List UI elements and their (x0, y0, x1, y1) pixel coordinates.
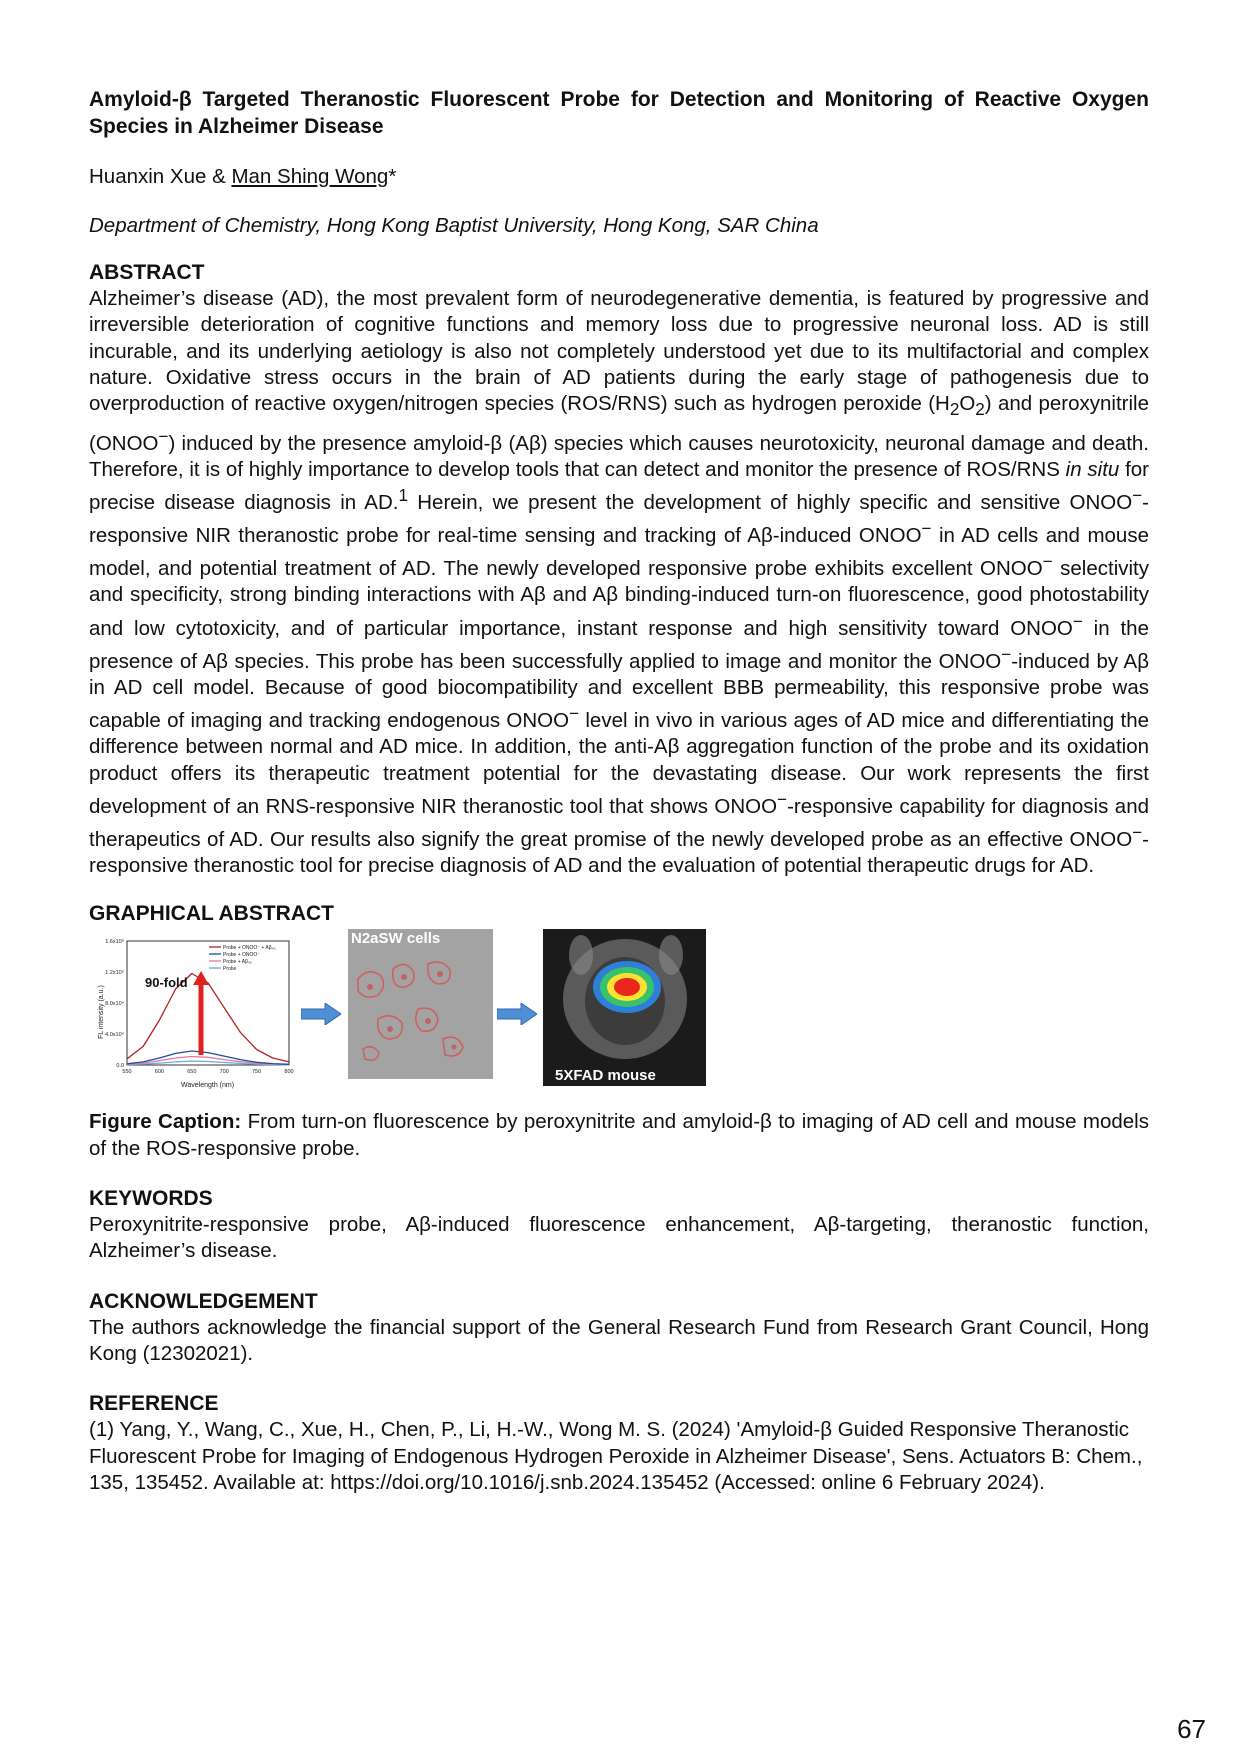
author-line (89, 164, 1149, 190)
fold-label: 90-fold (145, 975, 188, 991)
page-content (89, 86, 1149, 1496)
flow-arrow-1 (301, 1003, 341, 1025)
chart-ytick-label: 1.6x10⁵ (105, 939, 124, 946)
graphical-abstract-heading: GRAPHICAL ABSTRACT (89, 902, 334, 926)
chart-legend-label: Probe + ONOO⁻ + Aβ₄₂ (223, 945, 276, 952)
chart-xlabel: Wavelength (nm) (181, 1082, 235, 1090)
figure-caption-text: From turn-on fluorescence by peroxynitrite and amyloid-β to imaging of AD cell and mouse models of the ROS-responsive probe. (89, 1110, 1149, 1160)
cells-label: N2aSW cells (351, 930, 441, 948)
chart-xtick-label: 550 (122, 1069, 132, 1076)
chart-ytick-label: 4.0x10⁴ (105, 1032, 124, 1039)
chart-xtick-label: 800 (284, 1069, 294, 1076)
author-star: * (388, 165, 397, 188)
abstract-heading: ABSTRACT (89, 261, 205, 284)
chart-ytick-label: 1.2x10⁵ (105, 970, 124, 977)
keywords-heading: KEYWORDS (89, 1187, 213, 1211)
acknowledgement-heading: ACKNOWLEDGEMENT (89, 1289, 318, 1313)
chart-legend-label: Probe (223, 966, 237, 973)
cells-image-panel (348, 929, 493, 1079)
reference-heading: REFERENCE (89, 1392, 219, 1416)
mouse-image (543, 929, 706, 1086)
chart-ytick-label: 8.0x10⁴ (105, 1001, 124, 1008)
figure-caption (89, 1109, 1149, 1162)
cells-image (348, 929, 493, 1079)
author-first: Huanxin Xue & (89, 165, 232, 188)
chart-legend-label: Probe + ONOO⁻ (223, 952, 260, 959)
keywords-text: Peroxynitrite-responsive probe, Aβ-induced fluorescence enhancement, Aβ-targeting, theranostic function, Alzheimer’s disease. (89, 1213, 1149, 1263)
chart-ylabel: FL intensity (a.u.) (98, 985, 105, 1040)
reference-text: (1) Yang, Y., Wang, C., Xue, H., Chen, P., Li, H.-W., Wong M. S. (2024) 'Amyloid-β Guided Responsive Theranostic Fluorescent Probe for Imaging of Endogenous Hydrogen Peroxide in Alzheimer Disease', Sens. Actuators B: Chem., 135, 135452. Available at: https://doi.org/10.1016/j.snb.2024.135452 (Accessed: online 6 February 2024). (89, 1418, 1143, 1494)
figure-caption-label: Figure Caption: (89, 1110, 242, 1134)
mouse-label: 5XFAD mouse (555, 1067, 656, 1085)
flow-arrow-2 (497, 1003, 537, 1025)
mouse-image-panel (543, 929, 706, 1086)
chart-plot-area (127, 941, 289, 1065)
paper-title: Amyloid-β Targeted Theranostic Fluorescent Probe for Detection and Monitoring of Reactive Oxygen Species in Alzheimer Disease (89, 88, 1149, 138)
abstract-body: Alzheimer’s disease (AD), the most prevalent form of neurodegenerative dementia, is featured by progressive and irreversible deterioration of cognitive functions and memory loss due to progressive neuronal loss. AD is still incurable, and its underlying aetiology is also not completely understood yet due to its multifactorial and complex nature. Oxidative stress occurs in the brain of AD patients during the early stage of pathogenesis due to overproduction of reactive oxygen/nitrogen species (ROS/RNS) such as hydrogen peroxide $(H_2O_2)$ and peroxynitrile (ONOO−) induced by the presence amyloid-β (Aβ) species which causes neurotoxicity, neuronal damage and death. Therefore, it is of highly importance to develop tools that can detect and monitor the presence of ROS/RNS in situ for precise disease diagnosis in AD.$^1$ Herein, we present the development of highly specific and sensitive ONOO−-responsive NIR theranostic probe for real-time sensing and tracking of Aβ-induced ONOO− in AD cells and mouse model, and potential treatment of AD. The newly developed responsive probe exhibits excellent ONOO− selectivity and specificity, strong binding interactions with Aβ and Aβ binding-induced turn-on fluorescence, good photostability and low cytotoxicity, and of particular importance, instant response and high sensitivity toward ONOO− in the presence of Aβ species. This probe has been successfully applied to image and monitor the ONOO−-induced by Aβ in AD cell model. Because of good biocompatibility and excellent BBB permeability, this responsive probe was capable of imaging and tracking endogenous ONOO− level in vivo in various ages of AD mice and differentiating the difference between normal and AD mice. In addition, the anti-Aβ aggregation function of the probe and its oxidation product offers its therapeutic treatment potential for the devastating disease. Our work represents the first development of an RNS-responsive NIR theranostic tool that shows ONOO−-responsive capability for diagnosis and therapeutics of AD. Our results also signify the great promise of the newly developed probe as an effective ONOO−-responsive theranostic tool for precise diagnosis of AD and the evaluation of potential therapeutic drugs for AD. (89, 287, 1149, 878)
chart-xtick-label: 700 (219, 1069, 229, 1076)
graphical-abstract (89, 929, 1149, 1105)
chart-ytick-label: 0.0 (116, 1063, 124, 1070)
page-number: 67 (1177, 1714, 1206, 1744)
chart-xtick-label: 650 (187, 1069, 197, 1076)
author-corresponding: Man Shing Wong (231, 165, 389, 188)
affiliation: Department of Chemistry, Hong Kong Baptist University, Hong Kong, SAR China (89, 214, 819, 237)
acknowledgement-text: The authors acknowledge the financial support of the General Research Fund from Research Grant Council, Hong Kong (12302021). (89, 1315, 1149, 1365)
chart-xtick-label: 750 (252, 1069, 262, 1076)
spectrum-chart (89, 929, 299, 1091)
chart-xtick-label: 600 (154, 1069, 164, 1076)
chart-legend-label: Probe + Aβ₄₂ (223, 959, 252, 966)
